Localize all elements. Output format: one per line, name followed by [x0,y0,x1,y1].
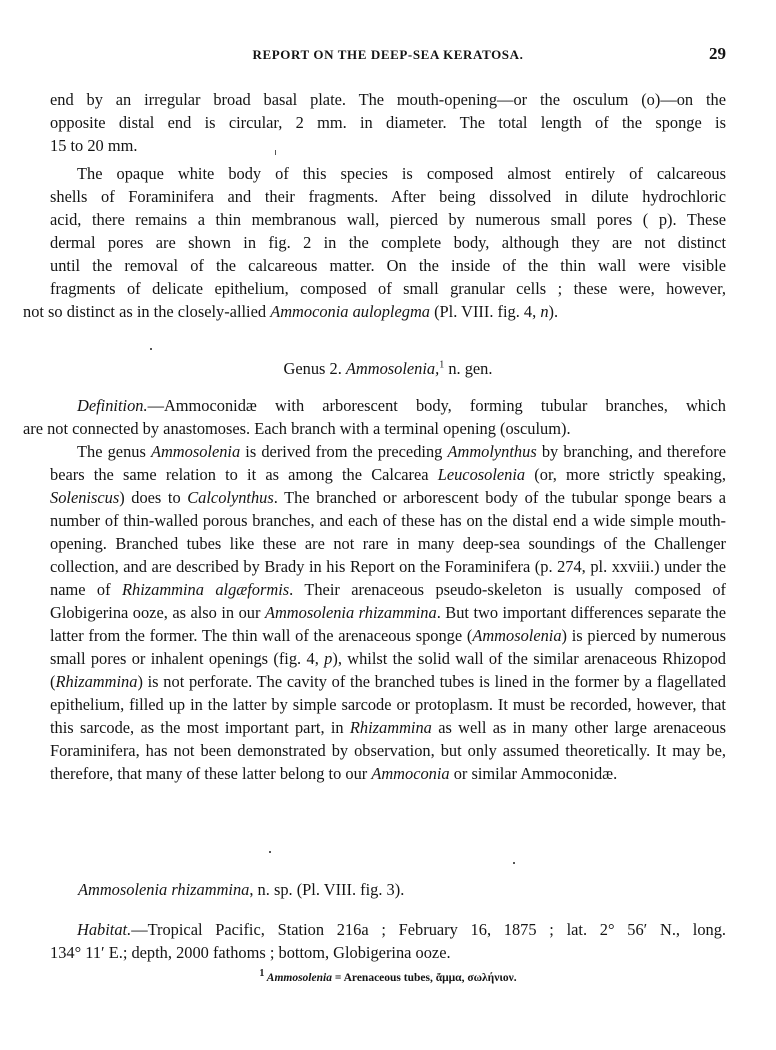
text-run: ) is pierced by numerous small pores or inhalent openings (fig. 4, [50,626,726,668]
species-name: Ammosolenia rhizammina [78,880,250,899]
footnote-definition: = Arenaceous tubes, ἄμμα, σωλήνιον. [331,972,517,984]
definition-label: Definition. [77,396,148,415]
paragraph-1 [50,88,726,157]
print-speck [269,851,271,853]
species-plate-ref: , n. sp. (Pl. VIII. fig. 3). [249,880,405,899]
text-run: ) does to [119,488,188,507]
figure-letter: n [540,302,549,321]
genus-ref: Soleniscus [50,488,120,507]
print-speck [150,348,152,350]
species-name: Ammoconia auloplegma [270,302,430,321]
text-run: ), whilst the solid wall of the similar arenaceous Rhizopod ( [50,649,726,691]
text-run: is derived from the preceding [240,442,448,461]
text-run: . But two important differences separate the latter from the former. The thin wall of the arenaceous sponge ( [50,603,726,645]
running-head: REPORT ON THE DEEP-SEA KERATOSA. [252,47,524,62]
habitat-paragraph [50,918,726,964]
genus-ref: Ammosolenia [150,442,241,461]
text-run: ) is not perforate. The cavity of the branched tubes is lined in the former by a flagellated epithelium, filled up in the latter by simple sarcode or protoplasm. It must be recorded, however, that this sarcode, as the most important part, in [50,672,726,737]
habitat-line-1: —Tropical Pacific, Station 216a ; February 16, 1875 ; lat. 2° 56′ N., long. [131,920,726,939]
paragraph-2 [23,162,726,323]
genus-ref: Leucosolenia [437,465,526,484]
species-ref: Rhizammina algæformis [121,580,290,599]
text-run: (Pl. VIII. fig. 4, [429,302,541,321]
definition-line-2: are not connected by anastomoses. Each branch with a terminal opening (osculum). [23,419,571,438]
text-run: not so distinct as in the closely-allied [23,302,271,321]
text-run: The genus [77,442,151,461]
page-header [50,44,726,66]
paragraph-2-line-4: dermal pores are shown in fig. 2 in the complete body, although they are not distinct [50,233,726,252]
genus-prefix: Genus 2. [283,359,346,378]
genus-ref: Ammosolenia [472,626,562,645]
text-run: . The branched or arborescent body of the tubular sponge bears a number of thin-walled porous branches, and each of these has on the distal end a wide simple mouth-opening. Branched tubes like these are not rare in many deep-sea soundings of the Challenger collection, and are described by Brady in his Report on the Foraminifera (p. 274, pl. xxviii.) under the name of [50,488,727,599]
species-heading [78,880,404,900]
footnote-term: Ammosolenia [264,972,332,984]
genus-ref: Rhizammina [55,672,138,691]
genus-ref: Ammoconia [371,764,450,783]
figure-letter: p [324,649,333,668]
definition-paragraph [23,394,726,440]
text-run: (or, more strictly speaking, [525,465,726,484]
genus-ref: Calcolynthus [187,488,274,507]
paragraph-1-line-2: opposite distal end is circular, 2 mm. in diameter. The total length of the sponge is [50,113,726,132]
paragraph-2-line-2: shells of Foraminifera and their fragments. After being dissolved in dilute hydrochloric [50,187,726,206]
footnote-marker: 1 [439,359,445,371]
habitat-line-2: 134° 11′ E.; depth, 2000 fathoms ; bottom, Globigerina ooze. [50,943,451,962]
habitat-label: Habitat. [77,920,132,939]
paragraph-3 [50,440,726,785]
definition-line-1: —Ammoconidæ with arborescent body, forming tubular branches, which [147,396,726,415]
text-run: . Their arenaceous pseudo-skeleton is usually composed of Globigerina ooze, as also in our [50,580,727,622]
genus-ref: Rhizammina [349,718,432,737]
genus-name: Ammosolenia, [345,359,440,378]
genus-heading [50,357,726,380]
paragraph-1-line-1: end by an irregular broad basal plate. The mouth-opening—or the osculum (o)—on the [50,90,726,109]
paragraph-2-line-1: The opaque white body of this species is composed almost entirely of calcareous [77,164,726,183]
paragraph-1-line-3: 15 to 20 mm. [50,136,138,155]
footnote-number: 1 [259,968,265,980]
text-run: as well as in many other large arenaceous Foraminifera, has not been demonstrated by observation, but only assumed theoretically. It may be, therefore, that many of these latter belong to our [50,718,726,783]
print-speck [513,862,515,864]
print-speck [275,150,276,155]
paragraph-2-line-6: fragments of delicate epithelium, composed of small granular cells ; these were, however, [50,279,726,298]
text-run: by branching, and therefore bears the same relation to it as among the Calcarea [50,442,726,484]
paragraph-2-line-5: until the removal of the calcareous matter. On the inside of the thin wall were visible [50,256,726,275]
species-ref: Ammosolenia rhizammina [264,603,437,622]
text-run: ). [548,302,559,321]
footnote [50,968,726,984]
paragraph-2-line-7 [23,300,558,323]
genus-suffix: n. gen. [444,359,493,378]
text-run: or similar Ammoconidæ. [449,764,618,783]
page-number: 29 [709,44,726,63]
paragraph-2-line-3: acid, there remains a thin membranous wall, pierced by numerous small pores ( p). These [50,210,726,229]
genus-ref: Ammolynthus [447,442,537,461]
